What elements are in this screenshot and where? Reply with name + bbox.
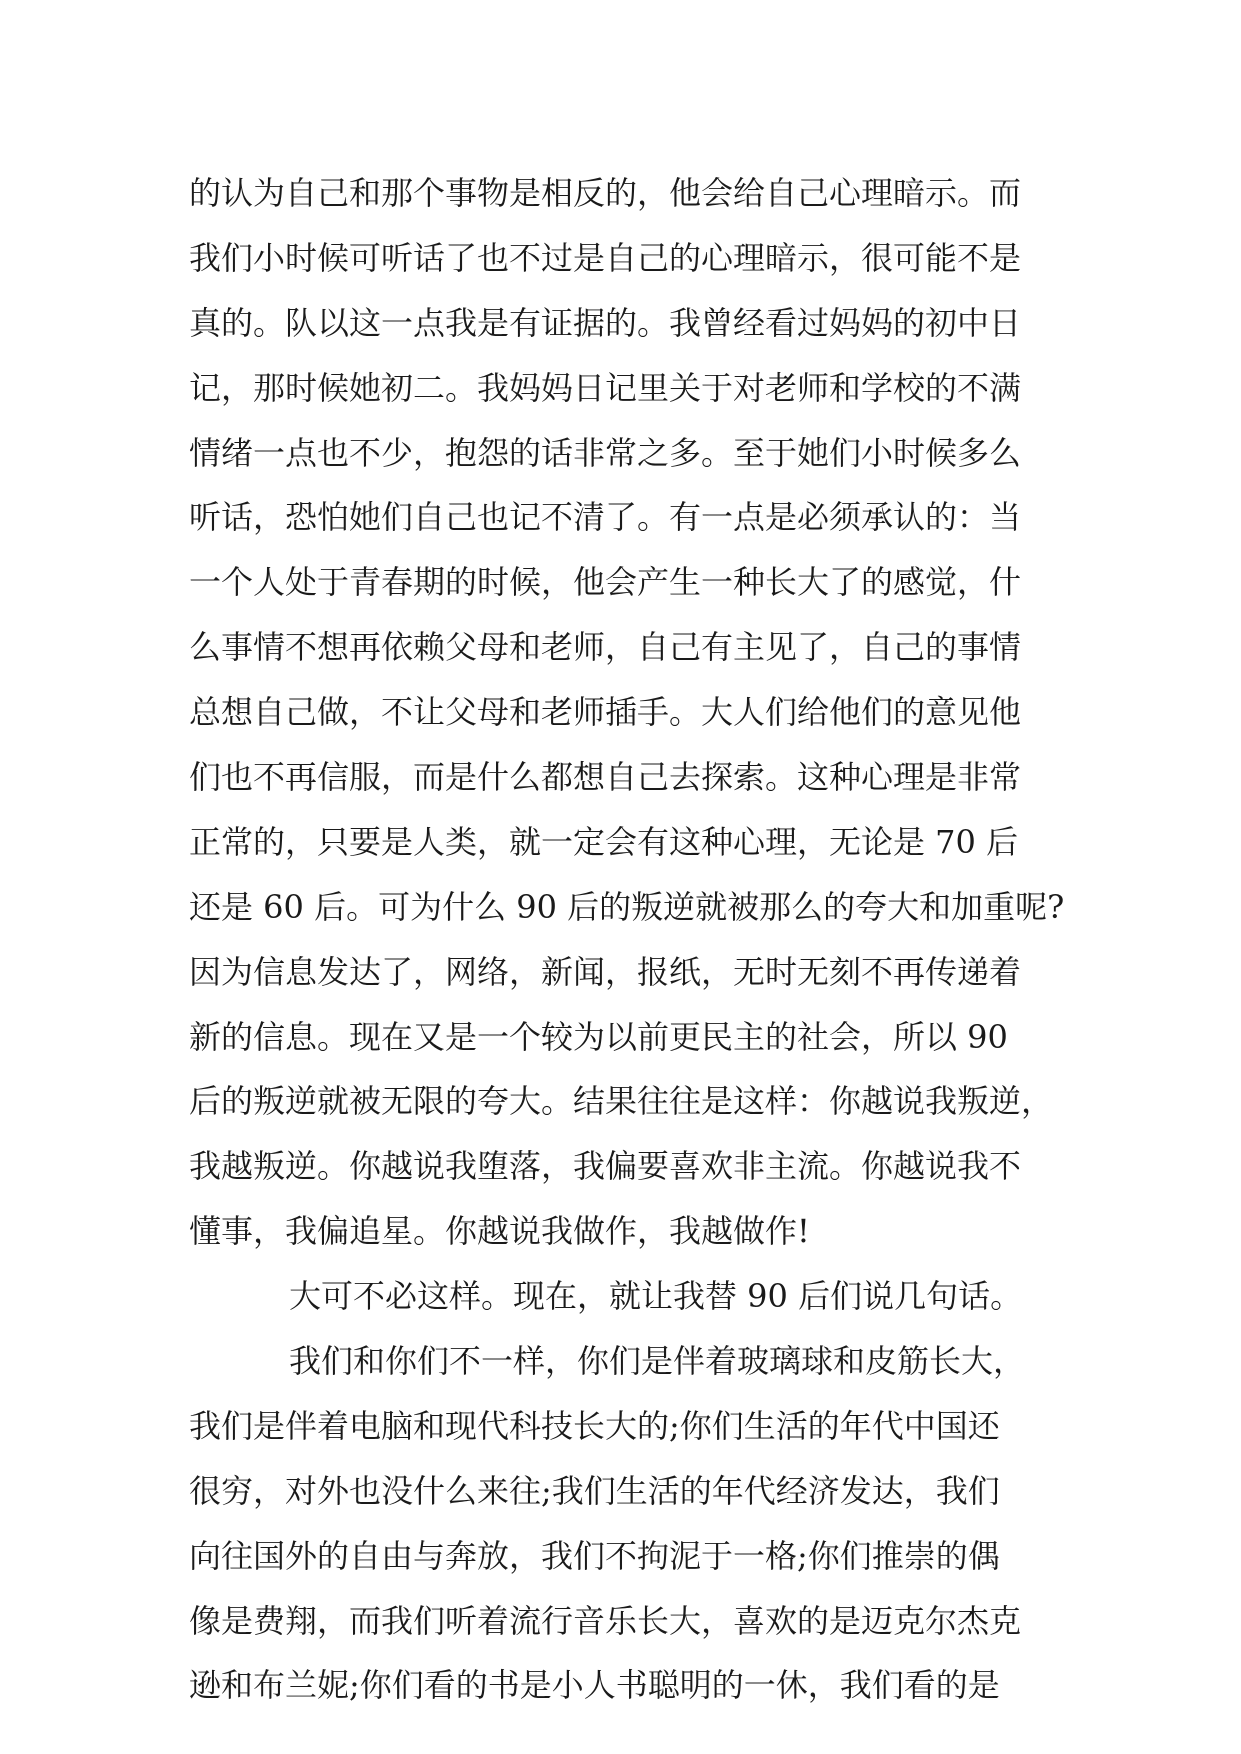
text-line: 懂事，我偏追星。你越说我做作，我越做作! xyxy=(189,1212,810,1251)
paragraph-first-line: 我们和你们不一样，你们是伴着玻璃球和皮筋长大， xyxy=(289,1342,1026,1381)
text-line: 情绪一点也不少，抱怨的话非常之多。至于她们小时候多么 xyxy=(189,433,1022,472)
text-line: 我们小时候可听话了也不过是自己的心理暗示，很可能不是 xyxy=(189,238,1022,277)
text-line: 一个人处于青春期的时候，他会产生一种长大了的感觉，什 xyxy=(189,563,1022,602)
text-line: 记，那时候她初二。我妈妈日记里关于对老师和学校的不满 xyxy=(189,368,1022,407)
paragraph-first-line: 大可不必这样。现在，就让我替 90 后们说几句话。 xyxy=(289,1277,1023,1316)
text-line: 真的。队以这一点我是有证据的。我曾经看过妈妈的初中日 xyxy=(189,303,1022,342)
text-line: 因为信息发达了，网络，新闻，报纸，无时无刻不再传递着 xyxy=(189,952,1022,991)
text-line: 们也不再信服，而是什么都想自己去探索。这种心理是非常 xyxy=(189,758,1022,797)
text-line: 我越叛逆。你越说我堕落，我偏要喜欢非主流。你越说我不 xyxy=(189,1147,1022,1186)
body-text xyxy=(189,161,1069,1718)
text-line: 很穷，对外也没什么来往;我们生活的年代经济发达，我们 xyxy=(189,1471,1000,1510)
text-line: 的认为自己和那个事物是相反的，他会给自己心理暗示。而 xyxy=(189,174,1022,212)
text-line: 正常的，只要是人类，就一定会有这种心理，无论是 70 后 xyxy=(189,822,1019,861)
text-line: 总想自己做，不让父母和老师插手。大人们给他们的意见他 xyxy=(189,693,1022,732)
text-line: 像是费翔，而我们听着流行音乐长大，喜欢的是迈克尔杰克 xyxy=(189,1601,1022,1640)
text-line: 向往国外的自由与奔放，我们不拘泥于一格;你们推崇的偶 xyxy=(189,1536,1000,1575)
text-line: 我们是伴着电脑和现代科技长大的;你们生活的年代中国还 xyxy=(189,1406,1000,1445)
text-line: 后的叛逆就被无限的夸大。结果往往是这样：你越说我叛逆， xyxy=(189,1082,1054,1121)
text-line: 逊和布兰妮;你们看的书是小人书聪明的一休，我们看的是 xyxy=(189,1666,1000,1705)
text-line: 还是 60 后。可为什么 90 后的叛逆就被那么的夸大和加重呢? xyxy=(189,887,1065,926)
text-line: 听话，恐怕她们自己也记不清了。有一点是必须承认的：当 xyxy=(189,498,1022,537)
text-line: 新的信息。现在又是一个较为以前更民主的社会，所以 90 xyxy=(189,1017,1008,1056)
text-line: 么事情不想再依赖父母和老师，自己有主见了，自己的事情 xyxy=(189,628,1022,667)
